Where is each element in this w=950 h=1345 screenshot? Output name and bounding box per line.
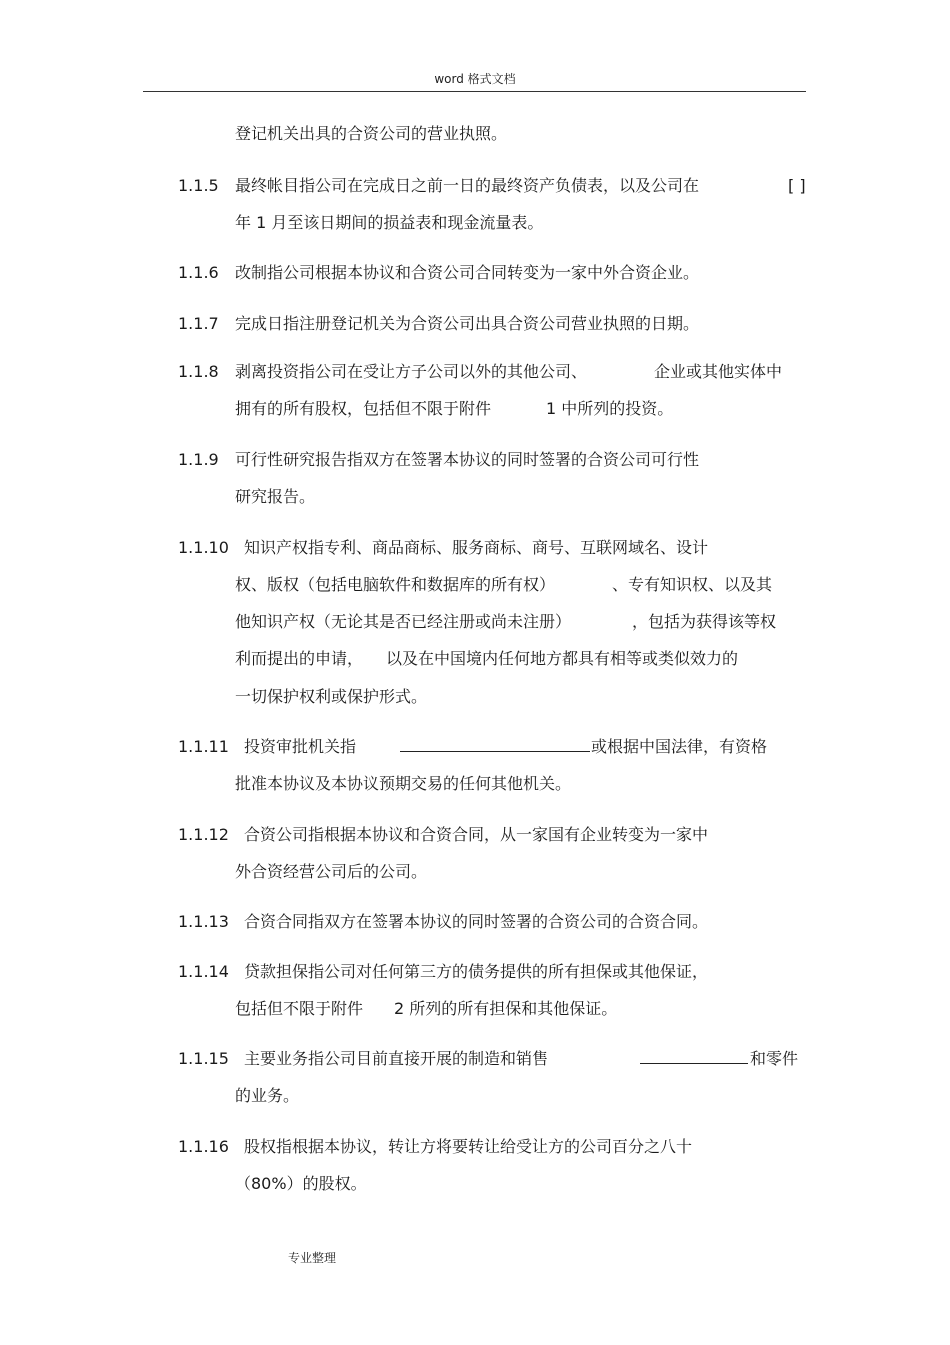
text-line: 合资合同指双方在签署本协议的同时签署的合资公司的合资合同。: [244, 912, 709, 931]
text-line: 股权指根据本协议，转让方将要转让给受让方的公司百分之八十: [244, 1137, 693, 1156]
text-line: 完成日指注册登记机关为合资公司出具合资公司营业执照的日期。: [235, 314, 700, 333]
text-line: 年 1 月至该日期间的损益表和现金流量表。: [235, 213, 544, 232]
clause-number: 1.1.15: [178, 1049, 229, 1068]
text-line: 拥有的所有股权，包括但不限于附件: [235, 399, 492, 418]
text-line: ，包括为获得该等权: [632, 612, 777, 631]
clause-number: 1.1.14: [178, 962, 229, 981]
page-footer: 专业整理: [288, 1251, 337, 1265]
text-line: 1 中所列的投资。: [546, 399, 674, 418]
text-line: 合资公司指根据本协议和合资合同，从一家国有企业转变为一家中: [244, 825, 709, 844]
fill-in-blank: [400, 736, 590, 758]
text-line: 可行性研究报告指双方在签署本协议的同时签署的合资公司可行性: [235, 450, 700, 469]
text-line: 一切保护权利或保护形式。: [235, 687, 428, 706]
clause-number: 1.1.8: [178, 362, 219, 381]
text-line: 利而提出的申请，: [235, 649, 364, 668]
text-line: 2 所列的所有担保和其他保证。: [394, 999, 618, 1018]
text-line: （80%）的股权。: [235, 1174, 367, 1193]
text-line: 他知识产权（无论其是否已经注册或尚未注册）: [235, 612, 572, 631]
text-line: 的业务。: [235, 1086, 300, 1105]
text-line: 或根据中国法律，有资格: [591, 737, 768, 756]
text-line: 企业或其他实体中: [654, 362, 783, 381]
clause-number: 1.1.13: [178, 912, 229, 931]
text-line: 贷款担保指公司对任何第三方的债务提供的所有担保或其他保证，: [244, 962, 709, 981]
text-line: 、专有知识权、以及其: [612, 575, 773, 594]
clause-number: 1.1.5: [178, 176, 219, 195]
text-line: 研究报告。: [235, 487, 316, 506]
bracket-placeholder: [ ]: [788, 176, 806, 195]
header-rule: [143, 91, 806, 92]
text-line: 外合资经营公司后的公司。: [235, 862, 428, 881]
text-line: 登记机关出具的合资公司的营业执照。: [235, 124, 508, 143]
clause-number: 1.1.11: [178, 737, 229, 756]
text-line: 批准本协议及本协议预期交易的任何其他机关。: [235, 774, 572, 793]
text-line: 包括但不限于附件: [235, 999, 364, 1018]
text-line: 改制指公司根据本协议和合资公司合同转变为一家中外合资企业。: [235, 263, 700, 282]
text-line: 知识产权指专利、商品商标、服务商标、商号、互联网域名、设计: [244, 538, 709, 557]
text-line: 投资审批机关指: [244, 737, 357, 756]
text-line: 主要业务指公司目前直接开展的制造和销售: [244, 1049, 549, 1068]
clause-number: 1.1.12: [178, 825, 229, 844]
text-line: 以及在中国境内任何地方都具有相等或类似效力的: [386, 649, 739, 668]
page-header: word 格式文档: [434, 72, 516, 86]
clause-number: 1.1.6: [178, 263, 219, 282]
clause-number: 1.1.9: [178, 450, 219, 469]
text-line: 最终帐目指公司在完成日之前一日的最终资产负债表，以及公司在: [235, 176, 700, 195]
fill-in-blank: [640, 1048, 748, 1070]
text-line: 剥离投资指公司在受让方子公司以外的其他公司、: [235, 362, 588, 381]
clause-number: 1.1.16: [178, 1137, 229, 1156]
clause-number: 1.1.10: [178, 538, 229, 557]
text-line: 和零件: [750, 1049, 799, 1068]
text-line: 权、版权（包括电脑软件和数据库的所有权）: [235, 575, 556, 594]
clause-number: 1.1.7: [178, 314, 219, 333]
